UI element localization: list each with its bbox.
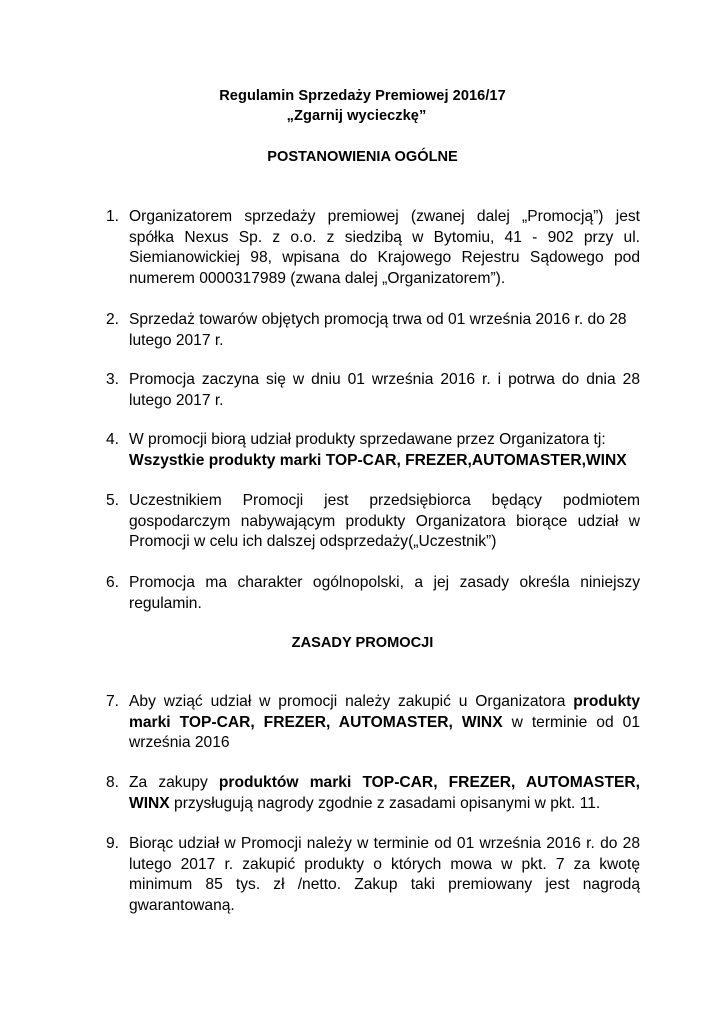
item-number: 6. bbox=[106, 574, 120, 591]
list-item bbox=[106, 692, 640, 754]
item-number: 9. bbox=[106, 835, 120, 852]
item-number: 8. bbox=[106, 774, 120, 791]
item-number: 2. bbox=[106, 311, 120, 328]
item-text: Promocja ma charakter ogólnopolski, a jej zasady określa niniejszy regulamin. bbox=[129, 574, 640, 612]
list-item bbox=[106, 310, 640, 351]
item-number: 1. bbox=[106, 208, 120, 225]
item-bold-text: produktów marki TOP-CAR, FREZER, AUTOMASTER, WINX bbox=[129, 774, 640, 812]
section-heading-general: POSTANOWIENIA OGÓLNE bbox=[267, 149, 458, 165]
item-number: 3. bbox=[106, 371, 120, 388]
list-item bbox=[106, 430, 666, 471]
document-title: Regulamin Sprzedaży Premiowej 2016/17 bbox=[219, 88, 506, 104]
item-number: 7. bbox=[106, 693, 120, 710]
item-text: Promocja zaczyna się w dniu 01 września 2016 r. i potrwa do dnia 28 lutego 2017 r. bbox=[129, 371, 640, 409]
list-item bbox=[106, 834, 640, 916]
item-text-tail: w terminie od 01 września 2016 bbox=[129, 713, 640, 751]
item-number: 4. bbox=[106, 431, 120, 448]
item-text: Za zakupy bbox=[129, 774, 219, 791]
item-text: Uczestnikiem Promocji jest przedsiębiorca będący podmiotem gospodarczym nabywającym produkty Organizatora biorące udział w Promocji w celu ich dalszej odsprzedaży(„Uczestnik”) bbox=[129, 492, 640, 550]
list-item bbox=[106, 773, 640, 814]
item-text: W promocji biorą udział produkty sprzedawane przez Organizatora tj: bbox=[129, 431, 606, 448]
item-text: Aby wziąć udział w promocji należy zakupić u Organizatora bbox=[129, 693, 574, 710]
item-text: Organizatorem sprzedaży premiowej (zwanej dalej „Promocją”) jest spółka Nexus Sp. z o.o. z siedzibą w Bytomiu, 41 - 902 przy ul. Siemianowickiej 98, wpisana do Krajowego Rejestru Sądowego pod numerem 0000317989 (zwana dalej „Organizatorem”). bbox=[129, 208, 640, 287]
item-bold-text: produkty marki TOP-CAR, FREZER, AUTOMASTER, WINX bbox=[129, 693, 640, 731]
item-text-tail: przysługują nagrody zgodnie z zasadami opisanymi w pkt. 11. bbox=[169, 794, 601, 812]
document-subtitle: „Zgarnij wycieczkę” bbox=[286, 108, 427, 124]
item-text: Sprzedaż towarów objętych promocją trwa od 01 września 2016 r. do 28 lutego 2017 r. bbox=[129, 311, 627, 349]
list-item bbox=[106, 207, 640, 289]
item-text: Biorąc udział w Promocji należy w terminie od 01 września 2016 r. do 28 lutego 2017 r. zakupić produkty o których mowa w pkt. 7 za kwotę minimum 85 tys. zł /netto. Zakup taki premiowany jest nagrodą gwarantowaną. bbox=[129, 835, 640, 914]
list-item bbox=[106, 370, 640, 411]
list-item bbox=[106, 573, 640, 614]
list-item bbox=[106, 491, 640, 553]
item-number: 5. bbox=[106, 492, 120, 509]
item-bold-text: Wszystkie produkty marki TOP-CAR, FREZER,AUTOMASTER,WINX bbox=[129, 451, 627, 469]
section-heading-rules: ZASADY PROMOCJI bbox=[291, 635, 434, 651]
